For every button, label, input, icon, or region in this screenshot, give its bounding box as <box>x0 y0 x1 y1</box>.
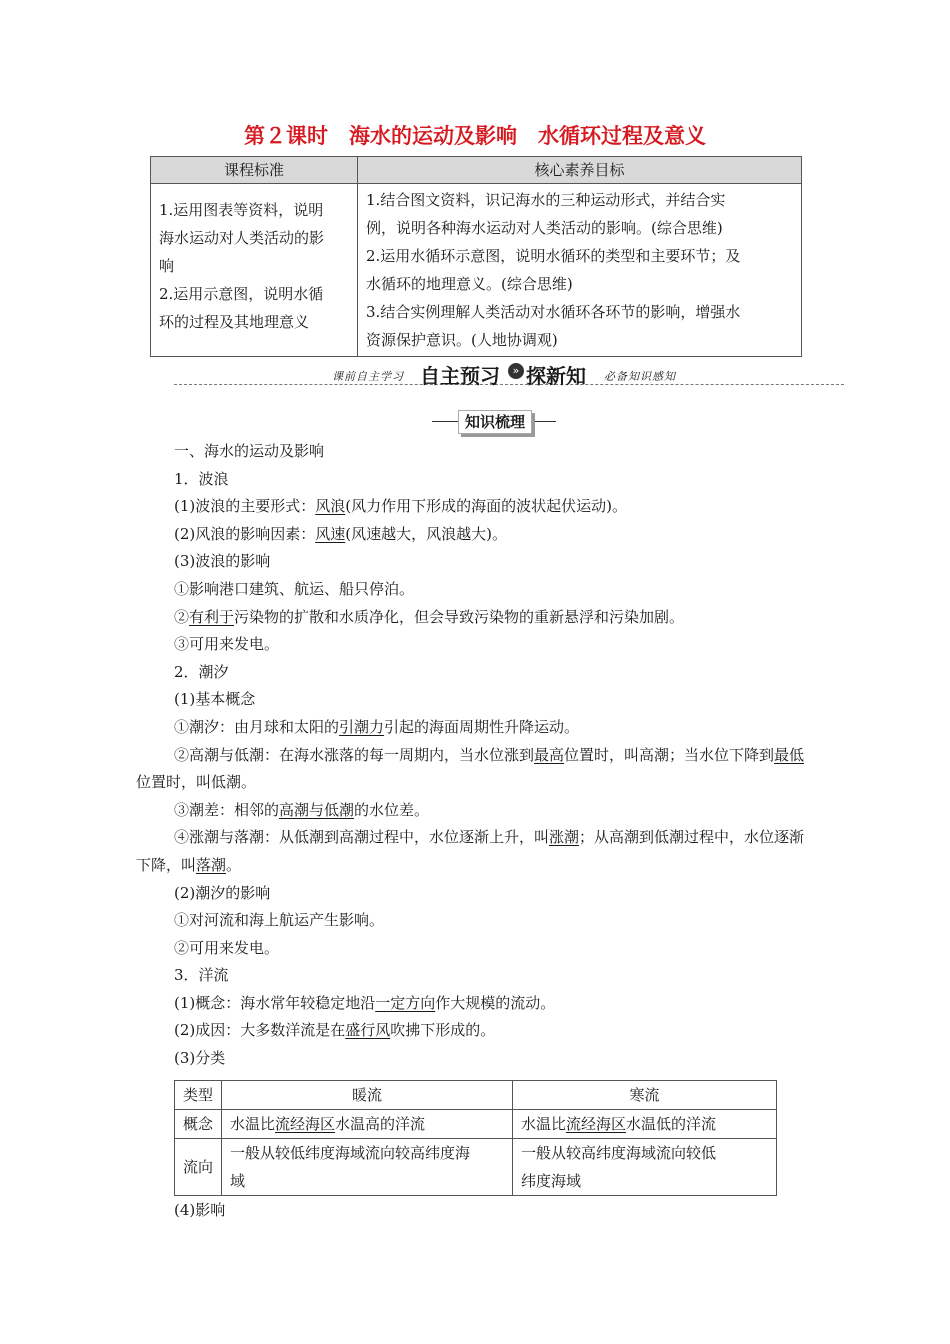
goal-line: 资源保护意识。(人地协调观) <box>366 331 558 349</box>
lesson-title: 第２课时 海水的运动及影响 水循环过程及意义 <box>244 124 706 148</box>
goal-line: 例，说明各种海水运动对人类活动的影响。(综合思维) <box>366 219 723 237</box>
curriculum-line: 响 <box>159 257 175 275</box>
curriculum-line: 环的过程及其地理意义 <box>159 313 310 331</box>
curriculum-line: 1.运用图表等资料，说明 <box>159 201 324 219</box>
section-banner <box>174 360 844 388</box>
knowledge-heading-label: 知识梳理 <box>458 410 532 434</box>
curriculum-line: 2.运用示意图，说明水循 <box>159 285 324 303</box>
standards-cell-curriculum <box>151 184 358 357</box>
table-cell: 水温比流经海区水温低的洋流 <box>513 1110 777 1139</box>
banner-divider <box>174 384 844 385</box>
paragraph: (2)潮汐的影响 <box>174 883 271 902</box>
current-classification-table <box>174 1080 777 1196</box>
paragraph: ③潮差：相邻的高潮与低潮的水位差。 <box>174 800 430 819</box>
paragraph: ②有利于污染物的扩散和水质净化，但会导致污染物的重新悬浮和污染加剧。 <box>174 607 685 626</box>
subheading-waves: 1．波浪 <box>174 469 229 488</box>
table-header: 类型 <box>175 1081 222 1110</box>
heading-1: 一、海水的运动及影响 <box>174 442 325 460</box>
goal-line: 3.结合实例理解人类活动对水循环各环节的影响，增强水 <box>366 303 741 321</box>
paragraph: (3)分类 <box>174 1049 226 1068</box>
paragraph: ④涨潮与落潮：从低潮到高潮过程中，水位逐渐上升，叫涨潮；从高潮到低潮过程中，水位逐渐下降，叫落潮。 <box>136 828 805 874</box>
paragraph-influence: (4)影响 <box>174 1201 226 1219</box>
table-header: 暖流 <box>222 1081 513 1110</box>
table-cell: 一般从较低纬度海域流向较高纬度海 域 <box>222 1139 513 1196</box>
paragraph: (3)波浪的影响 <box>174 552 271 571</box>
paragraph: (1)基本概念 <box>174 690 256 709</box>
goal-line: 1.结合图文资料，识记海水的三种运动形式，并结合实 <box>366 191 726 209</box>
banner-right-caption: 必备知识感知 <box>604 370 676 383</box>
paragraph: (2)风浪的影响因素：风速(风速越大，风浪越大)。 <box>174 524 507 543</box>
goal-line: 2.运用水循环示意图，说明水循环的类型和主要环节；及 <box>366 247 741 265</box>
banner-arrow-icon: » <box>508 363 524 379</box>
subheading-tides: 2．潮汐 <box>174 662 229 681</box>
table-header: 寒流 <box>513 1081 777 1110</box>
paragraph: (1)概念：海水常年较稳定地沿一定方向作大规模的流动。 <box>174 993 556 1012</box>
content-body <box>136 438 816 1073</box>
paragraph: ②可用来发电。 <box>174 938 280 957</box>
curriculum-line: 海水运动对人类活动的影 <box>159 229 325 247</box>
table-cell: 一般从较高纬度海域流向较低 纬度海域 <box>513 1139 777 1196</box>
paragraph: ①潮汐：由月球和太阳的引潮力引起的海面周期性升降运动。 <box>174 717 580 736</box>
banner-title-2: 探新知 <box>526 364 586 388</box>
standards-table <box>150 156 802 357</box>
paragraph: ③可用来发电。 <box>174 635 280 654</box>
banner-title: 自主预习 <box>420 364 500 388</box>
row-label: 概念 <box>175 1110 222 1139</box>
banner-left-caption: 课前自主学习 <box>332 370 404 383</box>
subheading-currents: 3．洋流 <box>174 966 229 985</box>
table-cell: 水温比流经海区水温高的洋流 <box>222 1110 513 1139</box>
knowledge-heading <box>432 410 556 432</box>
paragraph: ①对河流和海上航运产生影响。 <box>174 911 385 930</box>
standards-cell-goals <box>358 184 802 357</box>
standards-header-1: 课程标准 <box>151 157 358 184</box>
row-label: 流向 <box>175 1139 222 1196</box>
paragraph: (1)波浪的主要形式：风浪(风力作用下形成的海面的波状起伏运动)。 <box>174 497 627 516</box>
paragraph: ②高潮与低潮：在海水涨落的每一周期内，当水位涨到最高位置时，叫高潮；当水位下降到最低位置时，叫低潮。 <box>136 745 805 792</box>
paragraph: ①影响港口建筑、航运、船只停泊。 <box>174 579 415 598</box>
standards-header-2: 核心素养目标 <box>358 157 802 184</box>
goal-line: 水循环的地理意义。(综合思维) <box>366 275 573 293</box>
paragraph: (2)成因：大多数洋流是在盛行风吹拂下形成的。 <box>174 1021 496 1040</box>
